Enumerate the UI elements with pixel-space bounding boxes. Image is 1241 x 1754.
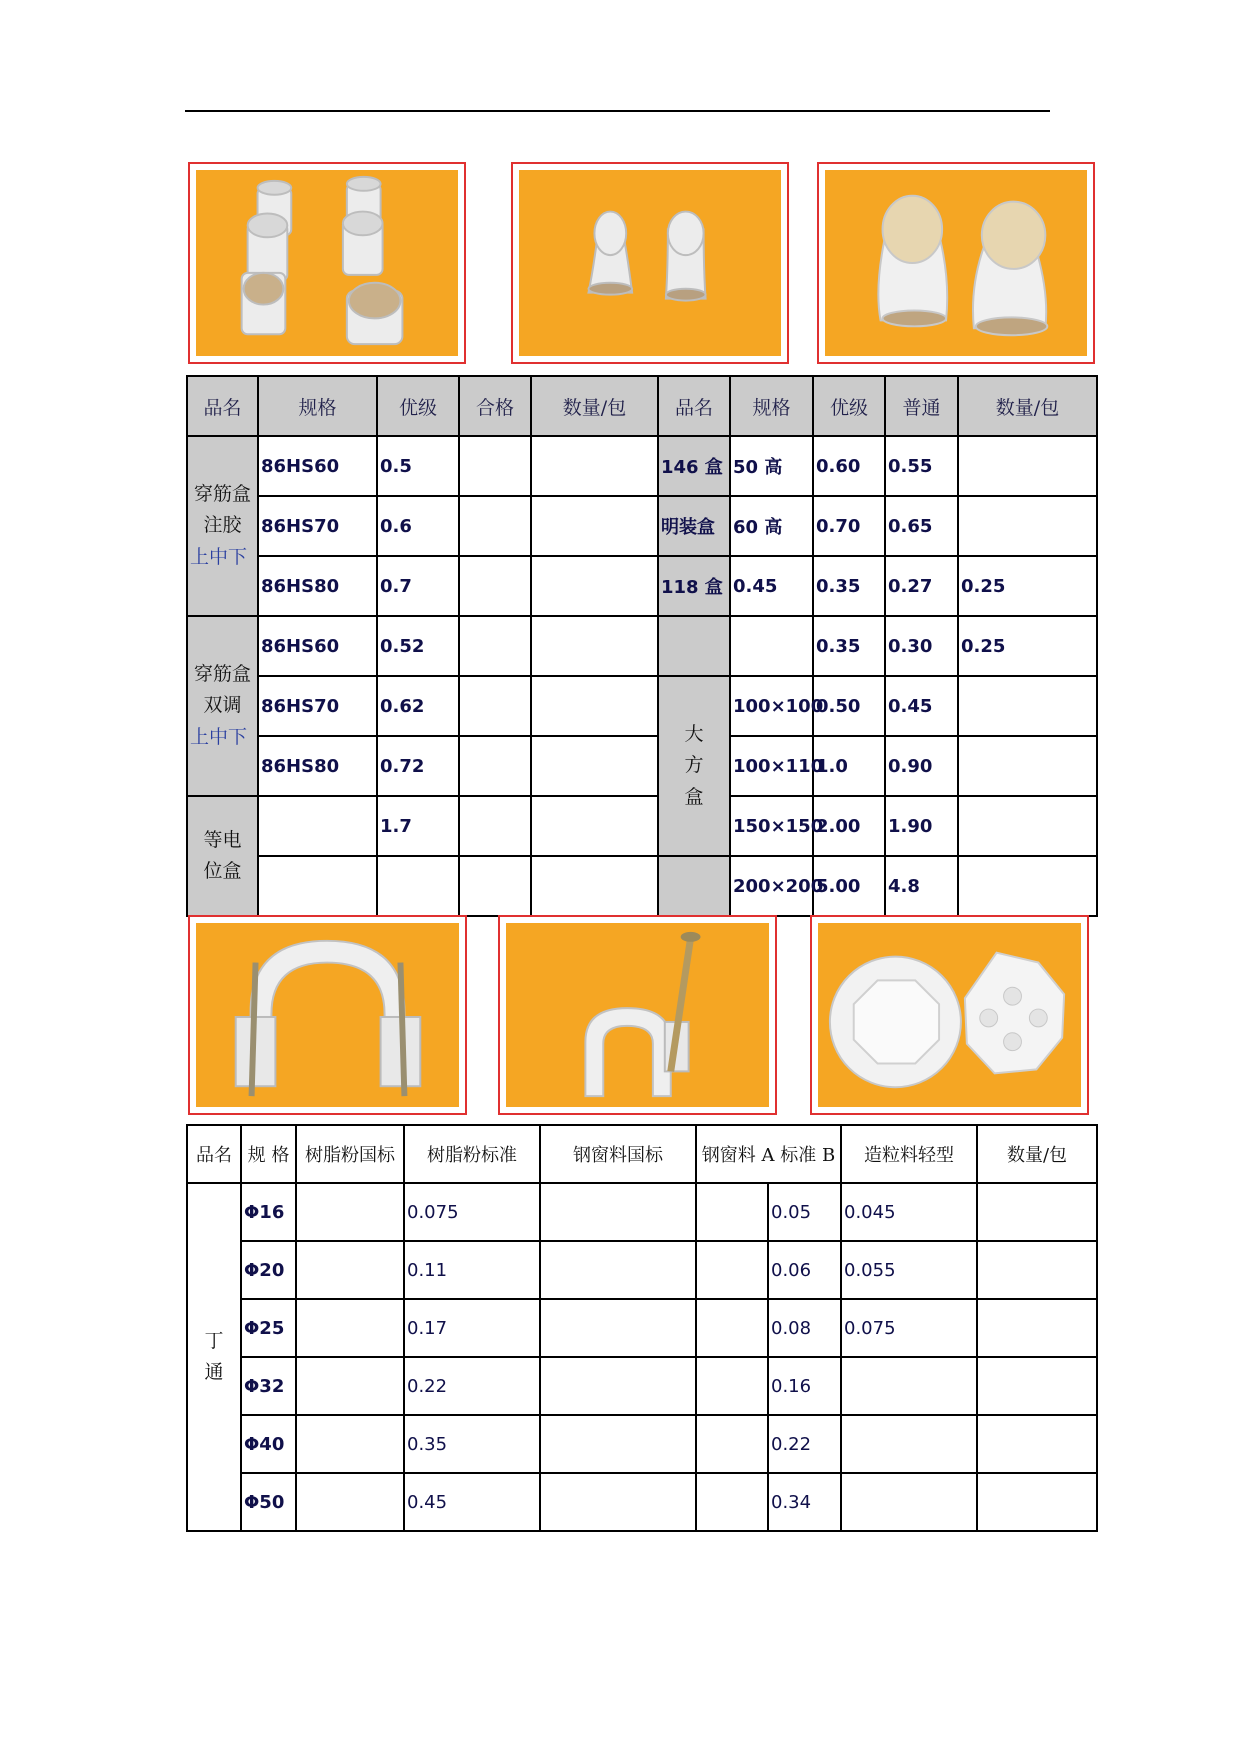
photo-large-tees (817, 162, 1095, 364)
group-note: 上中下 (190, 545, 248, 568)
price-cell (459, 556, 531, 616)
group-name-cell (187, 796, 258, 916)
group-name-line: 注胶 (203, 514, 242, 537)
qty-cell (958, 436, 1097, 496)
price-cell (540, 1183, 696, 1241)
price-cell: 0.22 (404, 1357, 540, 1415)
spec-cell: 86HS80 (258, 736, 377, 796)
big-box-name-cell (658, 676, 730, 856)
price-cell: 0.06 (768, 1241, 841, 1299)
qty-cell (531, 856, 658, 916)
col-header: 树脂粉国标 (296, 1125, 404, 1183)
big-box-char: 盒 (684, 785, 704, 808)
spec-cell: 86HS80 (258, 556, 377, 616)
table-row (187, 1241, 1097, 1299)
col-header: 品名 (658, 376, 730, 436)
group-name-cell (187, 1183, 241, 1531)
price-cell (459, 616, 531, 676)
price-cell (540, 1299, 696, 1357)
table-row (187, 1473, 1097, 1531)
col-header: 数量/包 (977, 1125, 1097, 1183)
group-note: 上中下 (190, 725, 248, 748)
price-cell: 0.90 (885, 736, 958, 796)
tee-price-table (186, 1124, 1098, 1532)
right-name-cell (658, 856, 730, 916)
spec-cell: 200×200 (730, 856, 813, 916)
spec-cell: Φ40 (241, 1415, 296, 1473)
price-cell (841, 1415, 977, 1473)
col-header: 普通 (885, 376, 958, 436)
spec-cell: 50 高 (730, 436, 813, 496)
spec-cell: 100×100 (730, 676, 813, 736)
col-header: 优级 (813, 376, 885, 436)
price-cell (377, 856, 459, 916)
qty-cell (531, 436, 658, 496)
spec-cell (258, 856, 377, 916)
price-cell (696, 1473, 768, 1531)
table-row (187, 616, 1097, 676)
photo-saddle-clip (188, 915, 467, 1115)
col-header: 树脂粉标准 (404, 1125, 540, 1183)
group-name-line: 丁 (204, 1329, 224, 1352)
group-name-line: 穿筋盒 (193, 662, 251, 685)
price-cell: 0.22 (768, 1415, 841, 1473)
spec-cell: Φ32 (241, 1357, 296, 1415)
price-cell: 0.045 (841, 1183, 977, 1241)
spec-cell: 86HS60 (258, 616, 377, 676)
price-cell: 1.90 (885, 796, 958, 856)
price-cell (296, 1415, 404, 1473)
group-name-line: 等电 (203, 828, 242, 851)
price-cell (459, 496, 531, 556)
qty-cell (531, 556, 658, 616)
group-name-line: 位盒 (203, 860, 242, 882)
price-cell: 0.7 (377, 556, 459, 616)
price-cell (296, 1357, 404, 1415)
price-cell (296, 1241, 404, 1299)
right-name-cell: 118 盒 (658, 556, 730, 616)
price-cell: 0.72 (377, 736, 459, 796)
group-name-cell (187, 616, 258, 796)
col-header: 造粒料轻型 (841, 1125, 977, 1183)
price-cell (459, 856, 531, 916)
price-cell: 0.6 (377, 496, 459, 556)
col-header: 数量/包 (958, 376, 1097, 436)
price-cell (459, 436, 531, 496)
price-cell: 0.075 (404, 1183, 540, 1241)
price-cell: 0.35 (813, 556, 885, 616)
price-cell (696, 1299, 768, 1357)
price-cell: 0.17 (404, 1299, 540, 1357)
photo-small-tees (511, 162, 789, 364)
price-cell: 5.00 (813, 856, 885, 916)
photo-cable-clip (498, 915, 777, 1115)
qty-cell (958, 676, 1097, 736)
qty-cell (977, 1473, 1097, 1531)
group-name-line: 穿筋盒 (193, 482, 251, 505)
table-row (187, 856, 1097, 916)
spec-cell: Φ50 (241, 1473, 296, 1531)
price-cell (841, 1357, 977, 1415)
qty-cell (977, 1241, 1097, 1299)
col-header: 规格 (258, 376, 377, 436)
table-row (187, 556, 1097, 616)
qty-cell (531, 496, 658, 556)
price-cell: 2.00 (813, 796, 885, 856)
photo-octagon-boxes (810, 915, 1089, 1115)
qty-cell (977, 1183, 1097, 1241)
price-cell: 0.35 (404, 1415, 540, 1473)
col-header: 规格 (730, 376, 813, 436)
price-cell (459, 676, 531, 736)
price-cell (696, 1357, 768, 1415)
price-cell: 0.30 (885, 616, 958, 676)
qty-cell: 0.25 (958, 556, 1097, 616)
col-header: 品名 (187, 376, 258, 436)
price-cell (296, 1473, 404, 1531)
price-cell (696, 1241, 768, 1299)
spec-cell: Φ16 (241, 1183, 296, 1241)
price-cell: 0.45 (404, 1473, 540, 1531)
price-cell: 0.45 (885, 676, 958, 736)
qty-cell (977, 1299, 1097, 1357)
col-header: 钢窗料 A 标准 B (696, 1125, 841, 1183)
big-box-char: 大 (684, 722, 704, 745)
price-cell: 0.055 (841, 1241, 977, 1299)
spec-cell: 86HS70 (258, 676, 377, 736)
price-cell: 0.60 (813, 436, 885, 496)
price-cell: 0.27 (885, 556, 958, 616)
spec-cell: Φ25 (241, 1299, 296, 1357)
price-cell: 1.7 (377, 796, 459, 856)
qty-cell: 0.25 (958, 616, 1097, 676)
spec-cell: 100×110 (730, 736, 813, 796)
table-row (187, 1415, 1097, 1473)
group-name-line: 通 (204, 1361, 224, 1383)
price-cell (459, 736, 531, 796)
table-row (187, 796, 1097, 856)
table-row (187, 676, 1097, 736)
price-cell: 0.50 (813, 676, 885, 736)
price-cell: 0.16 (768, 1357, 841, 1415)
qty-cell (958, 856, 1097, 916)
price-cell: 1.0 (813, 736, 885, 796)
table-header-row (187, 376, 1097, 436)
junction-box-price-table (186, 375, 1098, 917)
price-cell (841, 1473, 977, 1531)
qty-cell (977, 1357, 1097, 1415)
table-row (187, 1299, 1097, 1357)
price-cell (540, 1473, 696, 1531)
price-cell: 0.5 (377, 436, 459, 496)
qty-cell (531, 676, 658, 736)
qty-cell (531, 736, 658, 796)
photo-straight-couplers (188, 162, 466, 364)
col-header: 规 格 (241, 1125, 296, 1183)
price-cell: 0.05 (768, 1183, 841, 1241)
table-row (187, 496, 1097, 556)
price-cell (696, 1183, 768, 1241)
price-cell: 0.70 (813, 496, 885, 556)
price-cell: 0.65 (885, 496, 958, 556)
price-cell (296, 1183, 404, 1241)
right-name-cell: 明装盒 (658, 496, 730, 556)
price-cell: 0.35 (813, 616, 885, 676)
col-header: 数量/包 (531, 376, 658, 436)
spec-cell: 60 高 (730, 496, 813, 556)
spec-cell: 150×150 (730, 796, 813, 856)
qty-cell (531, 796, 658, 856)
qty-cell (958, 496, 1097, 556)
price-cell: 0.34 (768, 1473, 841, 1531)
price-cell: 0.08 (768, 1299, 841, 1357)
qty-cell (958, 736, 1097, 796)
col-header: 品名 (187, 1125, 241, 1183)
price-cell (540, 1415, 696, 1473)
price-cell: 4.8 (885, 856, 958, 916)
qty-cell (958, 796, 1097, 856)
price-cell: 0.62 (377, 676, 459, 736)
group-name-line: 双调 (203, 694, 242, 717)
right-name-cell (658, 616, 730, 676)
spec-cell (730, 616, 813, 676)
col-header: 钢窗料国标 (540, 1125, 696, 1183)
big-box-char: 方 (684, 754, 704, 777)
qty-cell (977, 1415, 1097, 1473)
col-header: 合格 (459, 376, 531, 436)
table-row (187, 1357, 1097, 1415)
price-cell: 0.11 (404, 1241, 540, 1299)
spec-cell (258, 796, 377, 856)
spec-cell: 86HS70 (258, 496, 377, 556)
group-name-cell (187, 436, 258, 616)
price-cell (540, 1241, 696, 1299)
spec-cell: Φ20 (241, 1241, 296, 1299)
price-cell (696, 1415, 768, 1473)
price-cell (540, 1357, 696, 1415)
right-name-cell: 146 盒 (658, 436, 730, 496)
price-cell: 0.075 (841, 1299, 977, 1357)
top-rule (185, 110, 1050, 112)
col-header: 优级 (377, 376, 459, 436)
price-cell: 0.52 (377, 616, 459, 676)
table-row (187, 436, 1097, 496)
spec-cell: 86HS60 (258, 436, 377, 496)
table-row (187, 736, 1097, 796)
table-row (187, 1183, 1097, 1241)
price-cell (459, 796, 531, 856)
qty-cell (531, 616, 658, 676)
price-cell (296, 1299, 404, 1357)
price-cell: 0.55 (885, 436, 958, 496)
spec-cell: 0.45 (730, 556, 813, 616)
table-header-row (187, 1125, 1097, 1183)
